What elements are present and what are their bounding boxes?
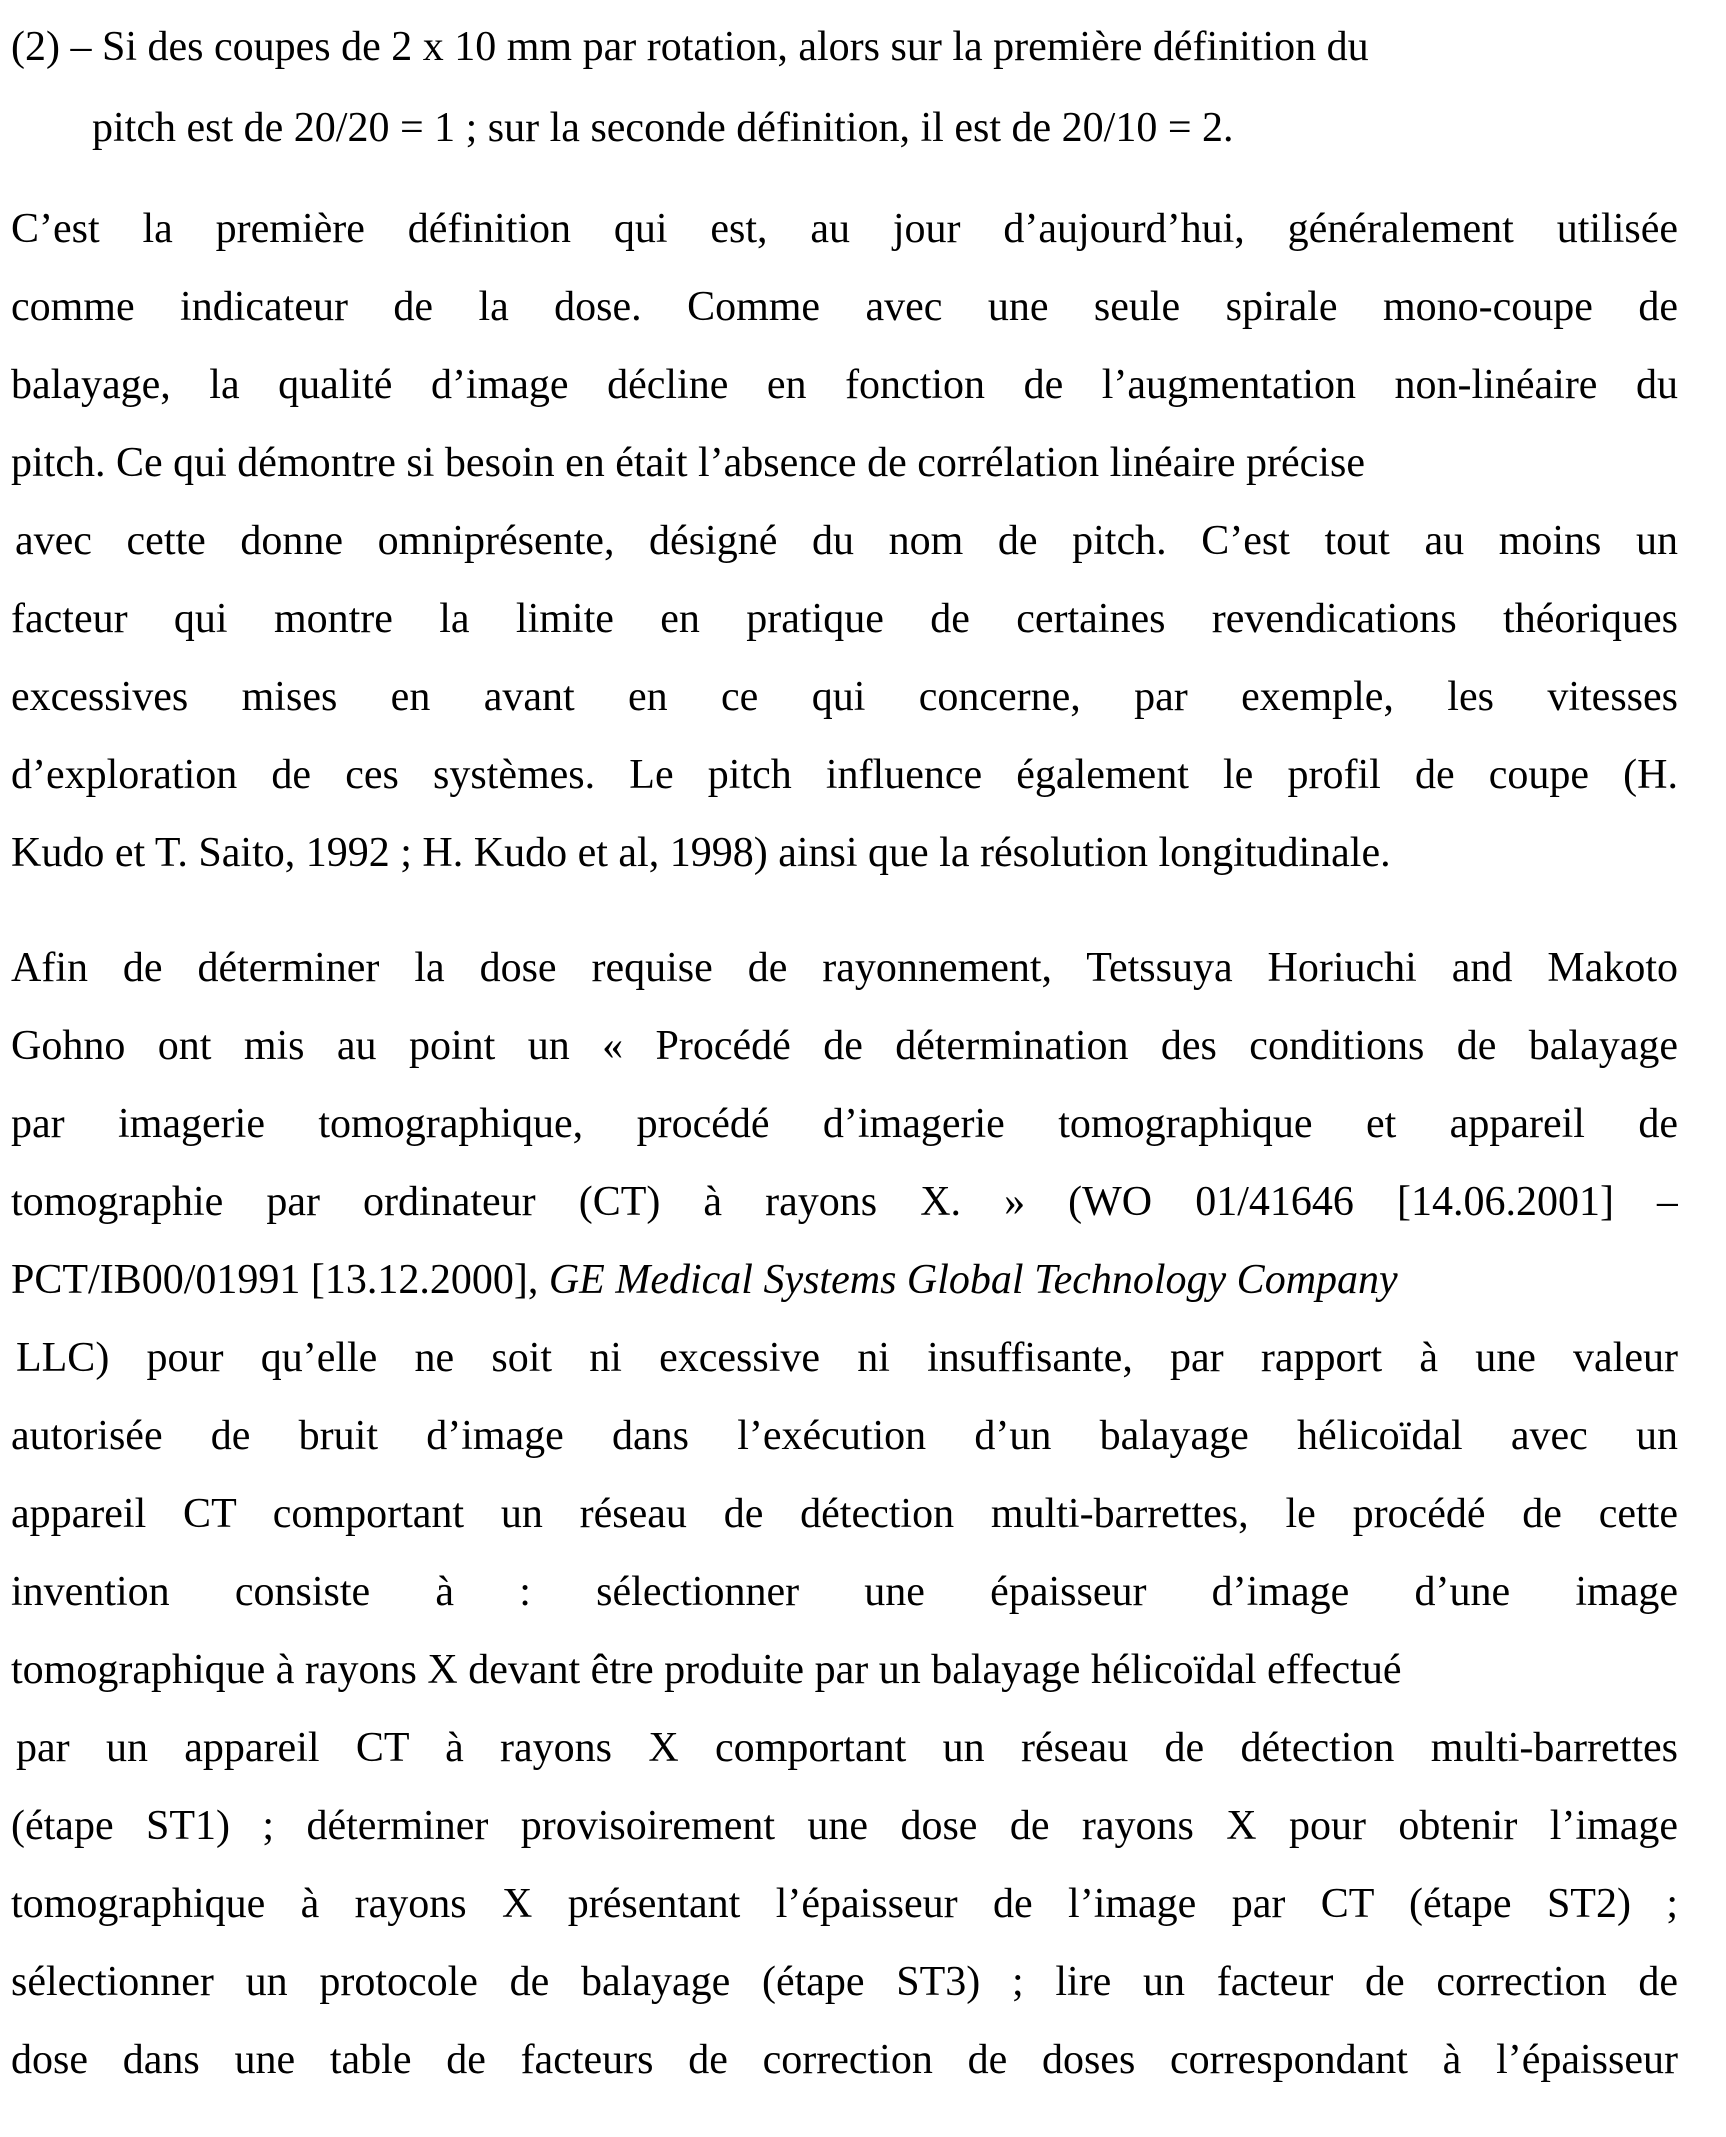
text-line: [11, 2035, 1678, 2085]
line-text: pitch est de 20/20 = 1 ; sur la seconde définition, il est de 20/10 = 2.: [92, 105, 1234, 151]
text-line: [11, 1099, 1678, 1149]
line-text: par imagerie tomographique, procédé d’imagerie tomographique et appareil de: [11, 1101, 1678, 1147]
text-line: [11, 1255, 1678, 1305]
line-text: comme indicateur de la dose. Comme avec une seule spirale mono-coupe de: [11, 284, 1678, 330]
text-line: [11, 750, 1678, 800]
line-text: C’est la première définition qui est, au jour d’aujourd’hui, généralement utilisée: [11, 206, 1678, 252]
text-line: [11, 22, 1678, 72]
text-line: [15, 516, 1678, 566]
text-line: [11, 204, 1678, 254]
line-text: Afin de déterminer la dose requise de rayonnement, Tetssuya Horiuchi and Makoto: [11, 945, 1678, 991]
line-text: LLC) pour qu’elle ne soit ni excessive ni insuffisante, par rapport à une valeur: [16, 1335, 1678, 1381]
text-line: [11, 1021, 1678, 1071]
text-line: [11, 1177, 1678, 1227]
text-line: [11, 672, 1678, 722]
text-line: [11, 1801, 1678, 1851]
text-line: [11, 1489, 1678, 1539]
line-text: avec cette donne omniprésente, désigné du nom de pitch. C’est tout au moins un: [15, 518, 1678, 564]
line-text: tomographique à rayons X présentant l’épaisseur de l’image par CT (étape ST2) ;: [11, 1881, 1678, 1927]
line-text: sélectionner un protocole de balayage (étape ST3) ; lire un facteur de correction de: [11, 1959, 1678, 2005]
text-line: [11, 1957, 1678, 2007]
text-line: [11, 438, 1678, 488]
line-text: appareil CT comportant un réseau de détection multi-barrettes, le procédé de cette: [11, 1491, 1678, 1537]
line-text: autorisée de bruit d’image dans l’exécution d’un balayage hélicoïdal avec un: [11, 1413, 1678, 1459]
text-line: [11, 1567, 1678, 1617]
text-line: [11, 1411, 1678, 1461]
text-line: [11, 594, 1678, 644]
line-text: tomographie par ordinateur (CT) à rayons X. » (WO 01/41646 [14.06.2001] –: [11, 1179, 1678, 1225]
line-text: excessives mises en avant en ce qui concerne, par exemple, les vitesses: [11, 674, 1678, 720]
line-text: (2) – Si des coupes de 2 x 10 mm par rotation, alors sur la première définition du: [11, 24, 1369, 70]
line-text: Kudo et T. Saito, 1992 ; H. Kudo et al, 1998) ainsi que la résolution longitudinale.: [11, 830, 1391, 876]
line-text: Gohno ont mis au point un « Procédé de détermination des conditions de balayage: [11, 1023, 1678, 1069]
text-line: [11, 943, 1678, 993]
line-text: par un appareil CT à rayons X comportant un réseau de détection multi-barrettes: [16, 1725, 1678, 1771]
text-line: [11, 1879, 1678, 1929]
text-line: [11, 282, 1678, 332]
text-line: [92, 103, 1678, 153]
text-line: [16, 1723, 1678, 1773]
line-text: (étape ST1) ; déterminer provisoirement une dose de rayons X pour obtenir l’image: [11, 1803, 1678, 1849]
line-text: d’exploration de ces systèmes. Le pitch influence également le profil de coupe (H.: [11, 752, 1678, 798]
line-text: facteur qui montre la limite en pratique de certaines revendications théoriques: [11, 596, 1678, 642]
text-line: [16, 1333, 1678, 1383]
line-text: tomographique à rayons X devant être produite par un balayage hélicoïdal effectué: [11, 1647, 1402, 1693]
line-text: invention consiste à : sélectionner une épaisseur d’image d’une image: [11, 1569, 1678, 1615]
text-line: [11, 1645, 1678, 1695]
line-text: pitch. Ce qui démontre si besoin en était l’absence de corrélation linéaire précise: [11, 440, 1365, 486]
company-name-italic: GE Medical Systems Global Technology Company: [549, 1257, 1398, 1303]
line-text: PCT/IB00/01991 [13.12.2000],: [11, 1257, 549, 1303]
text-line: [11, 360, 1678, 410]
text-line: [11, 828, 1678, 878]
line-text: dose dans une table de facteurs de correction de doses correspondant à l’épaisseur: [11, 2037, 1678, 2083]
line-text: balayage, la qualité d’image décline en fonction de l’augmentation non-linéaire du: [11, 362, 1678, 408]
